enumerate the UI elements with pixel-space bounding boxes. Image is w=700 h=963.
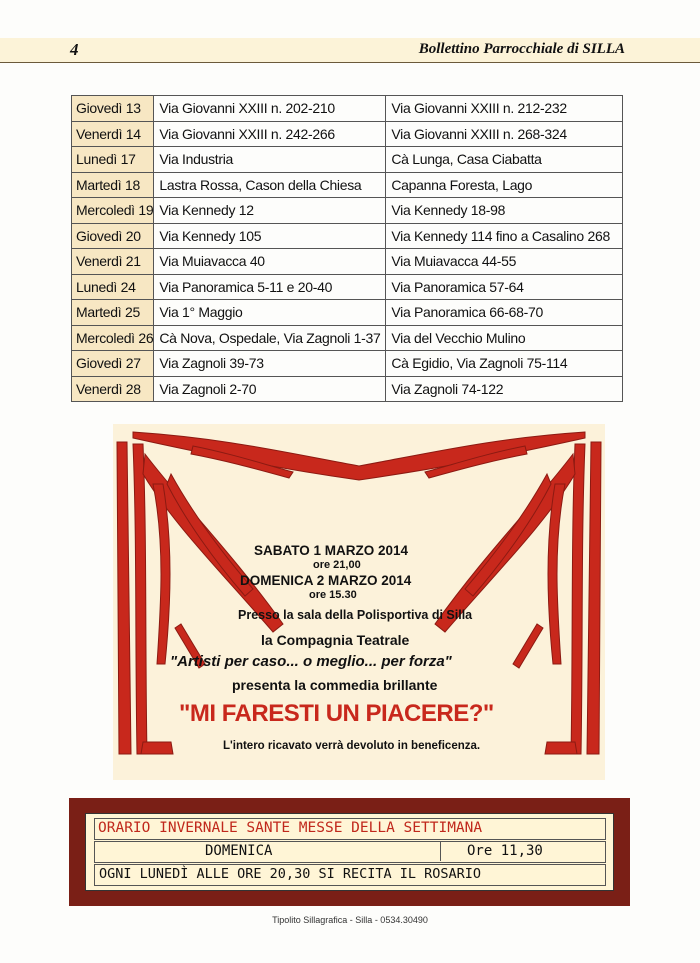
blessing-schedule-table (71, 95, 623, 402)
schedule-street-a: Via Giovanni XXIII n. 202-210 (154, 96, 386, 122)
schedule-street-b: Via Muiavacca 44-55 (386, 249, 623, 275)
show-time-sunday: ore 15.30 (309, 589, 357, 601)
show-venue: Presso la sala della Polisportiva di Silla (238, 608, 473, 622)
presents-line: presenta la commedia brillante (232, 677, 438, 693)
schedule-street-a: Via Zagnoli 39-73 (154, 351, 386, 377)
charity-note: L'intero ricavato verrà devoluto in beneficenza. (223, 740, 481, 752)
schedule-day: Martedì 25 (72, 300, 154, 326)
table-row (72, 172, 623, 198)
table-row (72, 147, 623, 173)
company-intro: la Compagnia Teatrale (261, 632, 410, 648)
page-number: 4 (70, 40, 79, 59)
mass-times-box (69, 798, 630, 906)
table-row (72, 249, 623, 275)
schedule-street-a: Cà Nova, Ospedale, Via Zagnoli 1-37 (154, 325, 386, 351)
schedule-street-b: Capanna Foresta, Lago (386, 172, 623, 198)
show-date-sunday: DOMENICA 2 MARZO 2014 (240, 573, 412, 588)
table-row (72, 96, 623, 122)
table-row (72, 274, 623, 300)
show-time-saturday: ore 21,00 (313, 559, 361, 571)
table-row (72, 376, 623, 402)
schedule-street-a: Via Muiavacca 40 (154, 249, 386, 275)
company-name: "Artisti per caso... o meglio... per forza" (170, 653, 452, 670)
show-date-saturday: SABATO 1 MARZO 2014 (254, 543, 409, 558)
table-row (72, 351, 623, 377)
schedule-street-b: Cà Lunga, Casa Ciabatta (386, 147, 623, 173)
schedule-street-a: Via Zagnoli 2-70 (154, 376, 386, 402)
schedule-street-a: Via Panoramica 5-11 e 20-40 (154, 274, 386, 300)
mass-title: ORARIO INVERNALE SANTE MESSE DELLA SETTIMANA (98, 820, 483, 836)
play-title: "MI FARESTI UN PIACERE?" (179, 700, 494, 727)
mass-divider (440, 841, 441, 861)
bulletin-title: Bollettino Parrocchiale di SILLA (418, 41, 625, 57)
printer-footer: Tipolito Sillagrafica - Silla - 0534.30490 (272, 915, 428, 925)
table-row (72, 325, 623, 351)
schedule-day: Venerdì 28 (72, 376, 154, 402)
schedule-street-a: Via 1° Maggio (154, 300, 386, 326)
schedule-street-a: Lastra Rossa, Cason della Chiesa (154, 172, 386, 198)
schedule-day: Giovedì 20 (72, 223, 154, 249)
schedule-day: Mercoledì 26 (72, 325, 154, 351)
schedule-street-a: Via Kennedy 105 (154, 223, 386, 249)
table-row (72, 223, 623, 249)
schedule-day: Giovedì 27 (72, 351, 154, 377)
mass-title-row (94, 818, 606, 840)
schedule-street-a: Via Industria (154, 147, 386, 173)
table-row (72, 121, 623, 147)
schedule-street-b: Via Panoramica 57-64 (386, 274, 623, 300)
page-header (0, 38, 700, 63)
schedule-day: Giovedì 13 (72, 96, 154, 122)
schedule-day: Lunedì 24 (72, 274, 154, 300)
schedule-day: Lunedì 17 (72, 147, 154, 173)
schedule-street-a: Via Kennedy 12 (154, 198, 386, 224)
schedule-street-b: Via del Vecchio Mulino (386, 325, 623, 351)
schedule-street-b: Via Giovanni XXIII n. 268-324 (386, 121, 623, 147)
theatre-poster (113, 424, 605, 780)
schedule-day: Venerdì 21 (72, 249, 154, 275)
schedule-day: Venerdì 14 (72, 121, 154, 147)
schedule-day: Mercoledì 19 (72, 198, 154, 224)
mass-sunday-row (94, 841, 606, 863)
table-row (72, 198, 623, 224)
schedule-street-b: Via Kennedy 114 fino a Casalino 268 (386, 223, 623, 249)
schedule-day: Martedì 18 (72, 172, 154, 198)
schedule-street-b: Via Panoramica 66-68-70 (386, 300, 623, 326)
schedule-street-b: Cà Egidio, Via Zagnoli 75-114 (386, 351, 623, 377)
schedule-street-b: Via Zagnoli 74-122 (386, 376, 623, 402)
mass-time: Ore 11,30 (467, 843, 543, 859)
schedule-street-b: Via Kennedy 18-98 (386, 198, 623, 224)
table-row (72, 300, 623, 326)
rosary-row (94, 864, 606, 886)
rosary-note: OGNI LUNEDÌ ALLE ORE 20,30 SI RECITA IL ROSARIO (99, 866, 482, 882)
schedule-street-b: Via Giovanni XXIII n. 212-232 (386, 96, 623, 122)
mass-day: DOMENICA (205, 843, 273, 859)
schedule-street-a: Via Giovanni XXIII n. 242-266 (154, 121, 386, 147)
